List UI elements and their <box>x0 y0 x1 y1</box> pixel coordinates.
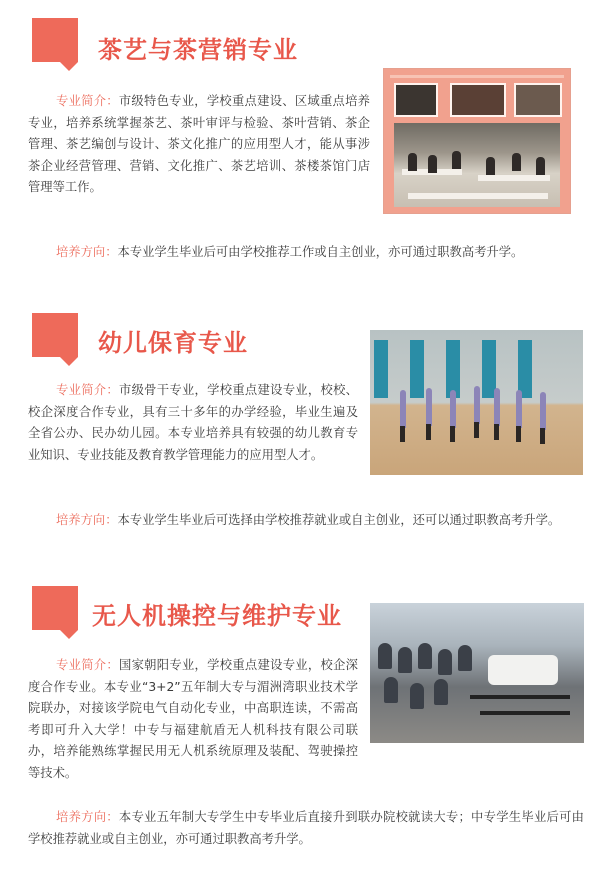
intro-label: 专业简介： <box>56 94 119 108</box>
section-flag-icon <box>32 313 78 357</box>
direction-text: 本专业五年制大专学生中专毕业后直接升到联办院校就读大专；中专学生毕业后可由学校推荐就业或自主创业，亦可通过职教高考升学。 <box>28 810 584 846</box>
intro-paragraph <box>28 91 370 199</box>
section-childcare <box>0 305 611 570</box>
direction-paragraph <box>28 242 584 264</box>
drone-class-photo <box>370 603 584 743</box>
intro-text: 市级骨干专业，学校重点建设专业，校校、校企深度合作专业，具有三十多年的办学经验，毕业生遍及全省公办、民办幼儿园。本专业培养具有较强的幼儿教育专业知识、专业技能及教育教学管理能力的应用型人才。 <box>28 383 358 462</box>
dance-class-photo <box>370 330 583 475</box>
section-title: 茶艺与茶营销专业 <box>98 35 298 64</box>
direction-label: 培养方向： <box>56 513 118 527</box>
intro-label: 专业简介： <box>56 383 119 397</box>
section-title: 无人机操控与维护专业 <box>92 601 342 630</box>
direction-label: 培养方向： <box>56 810 119 824</box>
section-title: 幼儿保育专业 <box>98 328 248 357</box>
intro-paragraph <box>28 380 358 466</box>
direction-paragraph <box>28 510 584 532</box>
section-flag-icon <box>32 18 78 62</box>
tea-class-photo <box>383 68 571 214</box>
direction-text: 本专业学生毕业后可由学校推荐工作或自主创业，亦可通过职教高考升学。 <box>117 245 524 259</box>
section-drone <box>0 582 611 870</box>
direction-paragraph <box>28 807 584 850</box>
intro-text: 国家朝阳专业，学校重点建设专业，校企深度合作专业。本专业“3+2”五年制大专与湄洲湾职业技术学院联办，对接该学院电气自动化专业，中高职连读，不需高考即可升入大学！中专与福建航盾无人机科技有限公司联办，培养能熟练掌握民用无人机系统原理及装配、驾驶操控等技术。 <box>28 658 358 780</box>
section-flag-icon <box>32 586 78 630</box>
section-tea-art <box>0 0 611 295</box>
direction-label: 培养方向： <box>56 245 118 259</box>
direction-text: 本专业学生毕业后可选择由学校推荐就业或自主创业，还可以通过职教高考升学。 <box>117 513 561 527</box>
intro-text: 市级特色专业，学校重点建设、区域重点培养专业，培养系统掌握茶艺、茶叶审评与检验、茶叶营销、茶企管理、茶艺编创与设计、茶文化推广的应用型人才，能从事涉茶企业经营管理、营销、文化推广、茶艺培训、茶楼茶馆门店管理等工作。 <box>28 94 370 194</box>
intro-paragraph <box>28 655 358 784</box>
intro-label: 专业简介： <box>56 658 119 672</box>
